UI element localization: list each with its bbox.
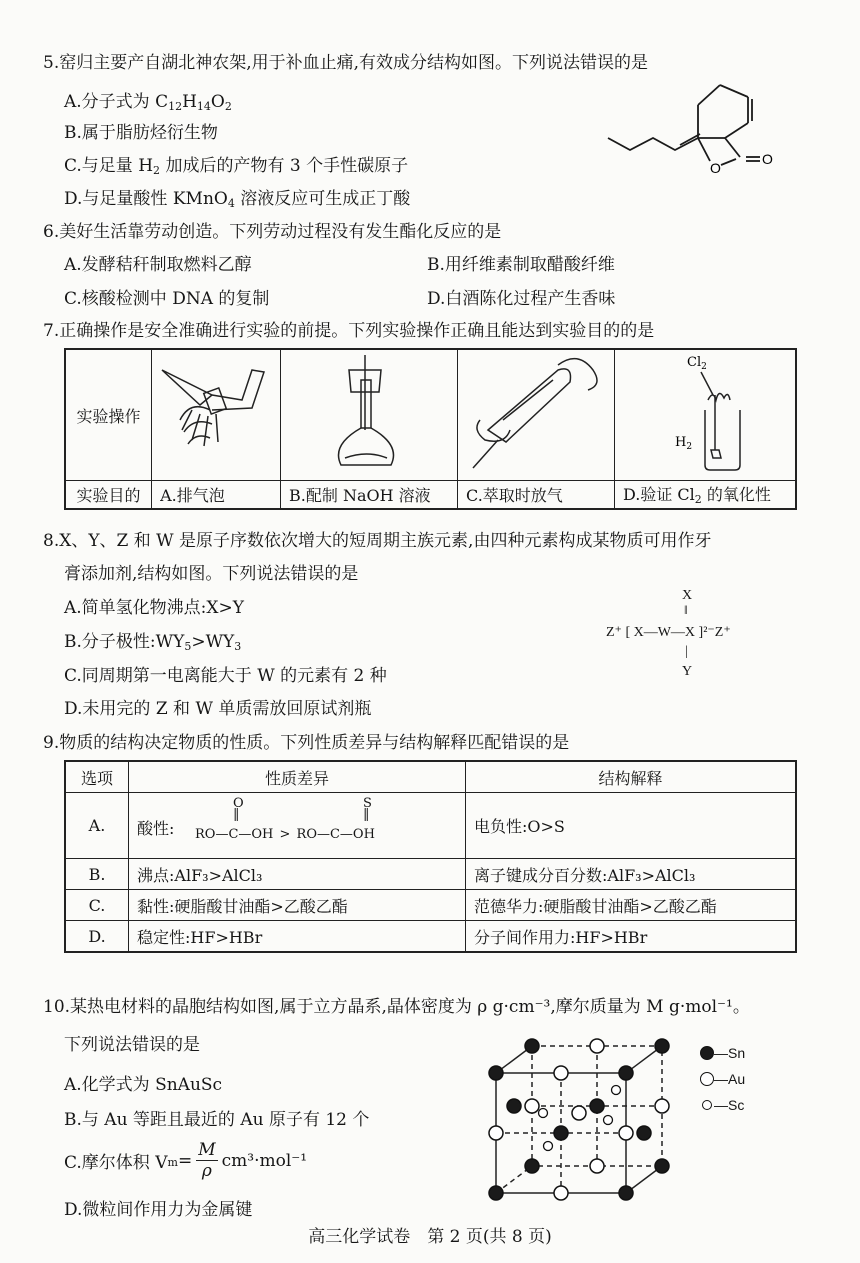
q8-stem-line2: 膏添加剂,结构如图。下列说法错误的是 xyxy=(64,564,359,584)
q5-option-a: A.分子式为 $C_{12}H_{14}O_2$ xyxy=(64,92,232,113)
q7-option-c: C.萃取时放气 xyxy=(458,481,615,509)
q10-stem-line2: 下列说法错误的是 xyxy=(64,1035,200,1055)
oxygen-label: O xyxy=(233,796,244,811)
q9-row-b-option: B. xyxy=(65,859,129,890)
q8-option-c: C.同周期第一电离能大于 W 的元素有 2 种 xyxy=(64,666,387,686)
q8-structure-top: X xyxy=(682,588,693,603)
q10-option-d: D.微粒间作用力为金属键 xyxy=(64,1200,253,1220)
q9-row-c-property: 黏性:硬脂酸甘油酯>乙酸乙酯 xyxy=(129,890,466,921)
q8-double-bond: ‖ xyxy=(684,602,687,617)
q7-option-d: D.验证 $Cl_2$ 的氧化性 xyxy=(615,481,797,509)
q5-option-b: B.属于脂肪烃衍生物 xyxy=(64,123,218,143)
q6-option-a: A.发酵秸秆制取燃料乙醇 xyxy=(64,255,252,275)
q9-row-d-property: 稳定性:HF>HBr xyxy=(129,921,466,953)
ring-oxygen-label: O xyxy=(710,160,721,176)
q7-illustration-a xyxy=(152,349,281,481)
q7-illustration-c xyxy=(458,349,615,481)
q7-experiment-table xyxy=(64,348,797,510)
q10-option-c: C.摩尔体积 V $_m$ = $\frac{M}{\rho}$ cm³·mol⁻¹ xyxy=(64,1140,308,1181)
h2-label: $H_2$ xyxy=(675,435,693,452)
q7-option-a: A.排气泡 xyxy=(152,481,281,509)
q9-header-option: 选项 xyxy=(65,761,129,793)
q9-row-a-property: 酸性: O ‖ S ‖ RO—C—OH > RO—C—OH xyxy=(129,793,466,859)
q9-row-a-explanation: 电负性:O>S xyxy=(466,793,797,859)
legend-sn: —Sn xyxy=(700,1040,745,1066)
carbonyl-oxygen-label: O xyxy=(762,151,773,167)
q8-option-d: D.未用完的 Z 和 W 单质需放回原试剂瓶 xyxy=(64,699,372,719)
q9-row-c-option: C. xyxy=(65,890,129,921)
gas-jar-cl2-h2-icon xyxy=(615,350,795,476)
q6-option-c: C.核酸检测中 DNA 的复制 xyxy=(64,289,270,309)
separatory-funnel-icon xyxy=(458,350,612,476)
burette-bubble-icon xyxy=(152,350,278,476)
q8-option-a: A.简单氢化物沸点:X>Y xyxy=(64,598,244,618)
volumetric-flask-icon xyxy=(281,350,455,476)
q9-row-c-explanation: 范德华力:硬脂酸甘油酯>乙酸乙酯 xyxy=(466,890,797,921)
q9-row-a-option: A. xyxy=(65,793,129,859)
q8-structure xyxy=(606,588,806,688)
q7-purpose-label: 实验目的 xyxy=(65,481,152,509)
q8-structure-bottom: Y xyxy=(682,664,693,679)
q5-option-d: D.与足量酸性 KMnO$_4$ 溶液反应可生成正丁酸 xyxy=(64,189,411,210)
acid-formula: RO—C—OH > RO—C—OH xyxy=(195,827,375,842)
q7-operation-label: 实验操作 xyxy=(65,349,152,481)
q9-row-d-explanation: 分子间作用力:HF>HBr xyxy=(466,921,797,953)
q9-row-d-option: D. xyxy=(65,921,129,953)
legend-sc: —Sc xyxy=(700,1092,745,1118)
legend-au: —Au xyxy=(700,1066,745,1092)
q10-stem: 10.某热电材料的晶胞结构如图,属于立方晶系,晶体密度为 ρ g·cm⁻³,摩尔质量为 M g·mol⁻¹。 xyxy=(43,997,750,1017)
q9-stem: 9.物质的结构决定物质的性质。下列性质差异与结构解释匹配错误的是 xyxy=(43,733,570,753)
q8-stem-line1: 8.X、Y、Z 和 W 是原子序数依次增大的短周期主族元素,由四种元素构成某物质可用作牙 xyxy=(43,531,712,551)
q5-stem: 5.窑归主要产自湖北神农架,用于补血止痛,有效成分结构如图。下列说法错误的是 xyxy=(43,53,649,73)
q6-option-b: B.用纤维素制取醋酸纤维 xyxy=(427,255,615,275)
q8-single-bond: | xyxy=(685,644,688,659)
q9-header-explanation: 结构解释 xyxy=(466,761,797,793)
q10-option-a: A.化学式为 SnAuSc xyxy=(64,1075,223,1095)
q10-option-b: B.与 Au 等距且最近的 Au 原子有 12 个 xyxy=(64,1110,370,1130)
q7-illustration-b xyxy=(281,349,458,481)
q7-illustration-d xyxy=(615,349,797,481)
q6-stem: 6.美好生活靠劳动创造。下列劳动过程没有发生酯化反应的是 xyxy=(43,222,502,242)
q8-option-b: B.分子极性$:WY_5>WY_3$ xyxy=(64,632,242,653)
q5-option-c: C.与足量 $H_2$ 加成后的产物有 3 个手性碳原子 xyxy=(64,156,409,177)
q7-stem: 7.正确操作是安全准确进行实验的前提。下列实验操作正确且能达到实验目的的是 xyxy=(43,321,655,341)
q5-molecule-structure xyxy=(600,75,780,185)
q10-legend xyxy=(700,1040,745,1118)
page-footer: 高三化学试卷 第 2 页(共 8 页) xyxy=(308,1227,552,1247)
q9-row-b-explanation: 离子键成分百分数:AlF₃>AlCl₃ xyxy=(466,859,797,890)
q8-structure-main: Z⁺ [ X—W—X ]²⁻Z⁺ xyxy=(606,625,731,640)
cl2-label: $Cl_2$ xyxy=(687,355,707,372)
q9-header-property: 性质差异 xyxy=(129,761,466,793)
sulfur-label: S xyxy=(363,796,372,811)
q7-option-b: B.配制 NaOH 溶液 xyxy=(281,481,458,509)
q10-unit-cell-diagram xyxy=(488,1038,688,1203)
q9-row-b-property: 沸点:AlF₃>AlCl₃ xyxy=(129,859,466,890)
q6-option-d: D.白酒陈化过程产生香味 xyxy=(427,289,616,309)
q9-table xyxy=(64,760,797,953)
